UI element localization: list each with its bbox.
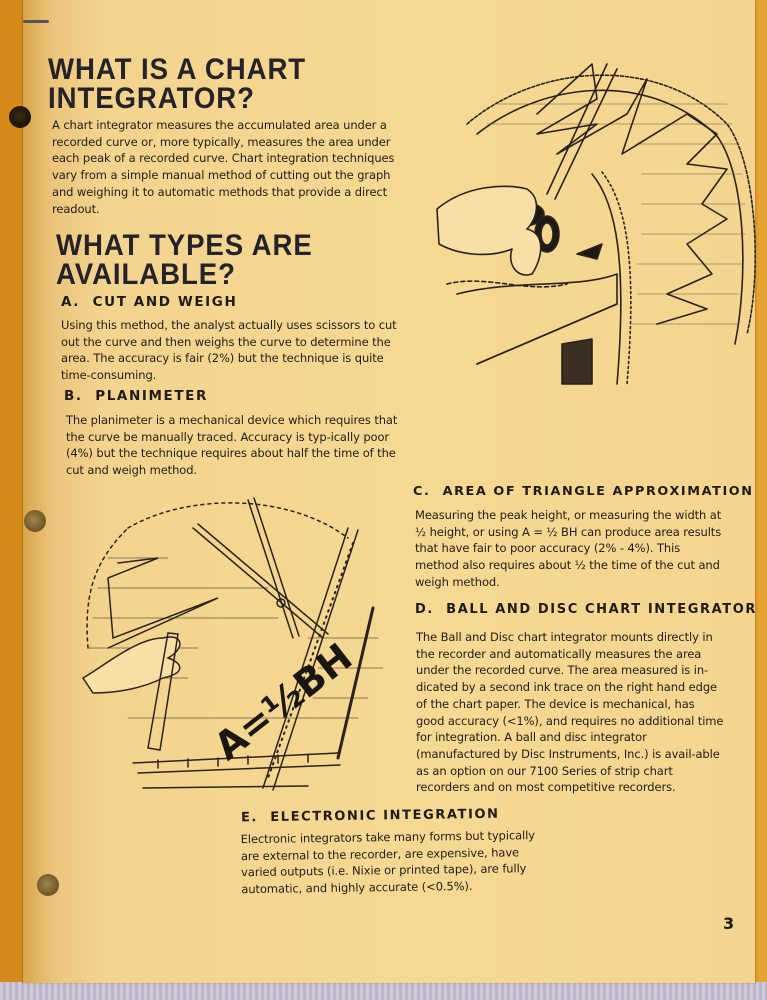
method-e-heading: E. ELECTRONIC INTEGRATION bbox=[240, 806, 500, 826]
method-d-heading: D. BALL AND DISC CHART INTEGRATOR bbox=[415, 602, 757, 617]
section-what-is bbox=[48, 55, 408, 113]
method-a-body: Using this method, the analyst actually uses scissors to cut out the curve and then weighs the curve to determine the area. The accuracy is fair (2%) but the technique is quite time-consuming. bbox=[61, 318, 397, 383]
scissors-cutting-chart-icon bbox=[427, 44, 757, 394]
types-title-line-2: AVAILABLE? bbox=[56, 258, 236, 291]
method-e-body: Electronic integrators take many forms but typically are external to the recorder, are expensive, have varied outputs (i.e. Nixie or printed tape), are fully automatic, and highly accurate (<0.5%). bbox=[240, 828, 536, 897]
tablecloth bbox=[0, 982, 767, 1000]
section-types bbox=[56, 231, 416, 289]
formula-label: A=½BH bbox=[206, 634, 361, 769]
punch-hole bbox=[37, 874, 59, 896]
method-b-heading: B. PLANIMETER bbox=[64, 388, 208, 404]
types-title-line-1: WHAT TYPES ARE bbox=[56, 229, 313, 262]
document-page bbox=[22, 0, 755, 983]
ruler-dividers-icon bbox=[68, 488, 393, 798]
method-c-heading: C. AREA OF TRIANGLE APPROXIMATION bbox=[413, 484, 754, 499]
page-number: 3 bbox=[723, 914, 735, 933]
method-b-body: The planimeter is a mechanical device which requires that the curve be manually traced. Accuracy is typ-ically poor (4%) but the technique requires about half the time of the cut and weigh method. bbox=[66, 413, 398, 478]
triangle-illustration bbox=[68, 488, 393, 798]
scissors-illustration bbox=[427, 44, 757, 394]
method-c-body: Measuring the peak height, or measuring the width at ½ height, or using A = ½ BH can produce area results that have fair to poor accuracy (2% - 4%). This method also requires about ½ the time of the cut and weigh method. bbox=[415, 508, 722, 589]
punch-hole bbox=[24, 510, 46, 532]
punch-hole bbox=[9, 106, 31, 128]
types-title bbox=[56, 231, 387, 289]
title-line-1: WHAT IS A CHART bbox=[48, 53, 307, 86]
intro-paragraph: A chart integrator measures the accumulated area under a recorded curve or, more typically, measures the area under each peak of a recorded curve. Chart integration techniques vary from a simple manual method of cutting out the graph and weighing it to automatic methods that provide a direct readout. bbox=[52, 118, 395, 216]
method-a-heading: A. CUT AND WEIGH bbox=[61, 294, 238, 310]
binder-wire bbox=[23, 20, 49, 23]
title-line-2: INTEGRATOR? bbox=[48, 82, 255, 115]
page-title bbox=[48, 55, 379, 113]
method-d-body: The Ball and Disc chart integrator mounts directly in the recorder and automatically measures the area under the recorded curve. The area measured is in-dicated by a second ink trace on the right hand edge of the chart paper. The device is mechanical, has good accuracy (<1%), and requires no additional time for integration. A ball and disc integrator (manufactured by Disc Instruments, Inc.) is avail-able as an option on our 7100 Series of strip chart recorders and on most competitive recorders. bbox=[416, 630, 724, 795]
